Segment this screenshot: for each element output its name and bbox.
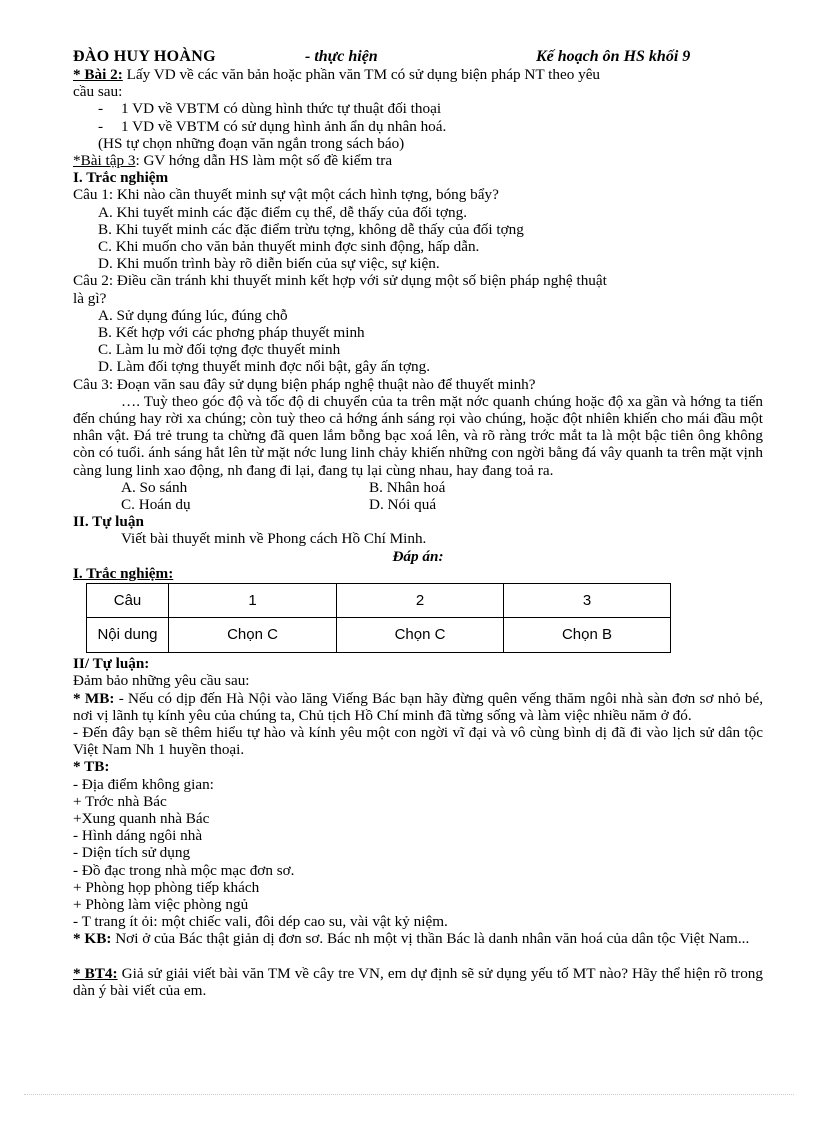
author-role: - thực hiện bbox=[305, 48, 378, 65]
q2-question-cont: là gì? bbox=[73, 289, 107, 307]
q1-option-b: B. Khi tuyết minh các đặc điểm trừu tợng, không dễ thấy của đối tợng bbox=[98, 220, 524, 238]
q1-option-a: A. Khi tuyết minh các đặc điểm cụ thể, dễ thấy của đối tợng. bbox=[98, 203, 468, 221]
bai2-item: - 1 VD về VBTM có dùng hình thức tự thuật đối thoại bbox=[98, 100, 442, 118]
tb-item: + Phòng họp phòng tiếp khách bbox=[73, 878, 260, 896]
answers-part1-title: I. Trắc nghiệm: bbox=[73, 564, 174, 582]
document-page bbox=[73, 48, 763, 999]
q2-option-d: D. Làm đối tợng thuyết minh đợc nổi bật, gây ấn tợng. bbox=[98, 358, 431, 376]
bai2-line bbox=[73, 66, 763, 83]
part1-title: I. Trắc nghiệm bbox=[73, 169, 169, 187]
page-header bbox=[73, 48, 763, 66]
bai2-label: * Bài 2: bbox=[73, 66, 123, 83]
bai2-note: (HS tự chọn những đoạn văn ngắn trong sách báo) bbox=[98, 134, 405, 152]
q3-option-b: B. Nhân hoá bbox=[369, 478, 446, 496]
q1-question: Câu 1: Khi nào cần thuyết minh sự vật một cách hình tợng, bóng bẩy? bbox=[73, 186, 499, 204]
author-name: ĐÀO HUY HOÀNG bbox=[73, 48, 216, 65]
table-cell: Nội dung bbox=[87, 618, 169, 653]
mb-label: * MB: bbox=[73, 689, 115, 707]
table-cell: Chọn C bbox=[337, 618, 504, 653]
plan-title: Kế hoạch ôn HS khối 9 bbox=[536, 48, 691, 65]
part2-task: Viết bài thuyết minh về Phong cách Hồ Chí Minh. bbox=[121, 530, 427, 548]
bai2-text: Lấy VD về các văn bản hoặc phần văn TM có sử dụng biện pháp NT theo yêu bbox=[122, 66, 601, 83]
table-cell: Chọn B bbox=[504, 618, 671, 653]
bai3-text: : GV hớng dẫn HS làm một số đề kiểm tra bbox=[135, 152, 393, 170]
q3-question: Câu 3: Đoạn văn sau đây sử dụng biện pháp nghệ thuật nào để thuyết minh? bbox=[73, 375, 536, 393]
tb-item: - Địa điểm không gian: bbox=[73, 775, 214, 793]
answers-intro: Đảm bảo những yêu cầu sau: bbox=[73, 672, 250, 690]
bt4-text: Giả sử giải viết bài văn TM về cây tre VN, em dự định sẽ sử dụng yếu tố MT nào? Hãy thể hiện rõ trong dàn ý bài viết của em. bbox=[73, 964, 763, 999]
table-row bbox=[87, 584, 671, 618]
table-cell: 1 bbox=[169, 584, 337, 618]
kb-label: * KB: bbox=[73, 930, 112, 948]
tb-item: - Đồ đạc trong nhà mộc mạc đơn sơ. bbox=[73, 861, 295, 879]
bai3-label: *Bài tập 3 bbox=[73, 152, 136, 170]
tb-item: + Phòng làm việc phòng ngủ bbox=[73, 895, 249, 913]
bai2-text2: cầu sau: bbox=[73, 83, 123, 101]
tb-item: - Hình dáng ngôi nhà bbox=[73, 827, 203, 845]
table-cell: Câu bbox=[87, 584, 169, 618]
q3-options-row2 bbox=[73, 496, 763, 513]
tb-item: +Xung quanh nhà Bác bbox=[73, 809, 210, 827]
bai3-line bbox=[73, 152, 763, 169]
page-bottom-divider bbox=[24, 1094, 794, 1095]
mb-paragraph-2: - Đến đây bạn sẽ thêm hiểu tự hào và kính yêu một con ngời vĩ đại và vô cùng bình dị đã đi vào lịch sử dân tộc Việt Nam Nh 1 huyền thoại. bbox=[73, 723, 763, 759]
part2-title: II. Tự luận bbox=[73, 513, 144, 531]
table-cell: 3 bbox=[504, 584, 671, 618]
tb-item: - T trang ít ỏi: một chiếc vali, đôi dép cao su, vài vật kỷ niệm. bbox=[73, 913, 448, 931]
table-row bbox=[87, 618, 671, 653]
q3-passage: …. Tuỳ theo góc độ và tốc độ di chuyển của ta trên mặt nớc quanh chúng hoặc độ xa gần và hớng ta tiến đến chúng hay rời xa chúng; còn tuỳ theo cả hớng ánh sáng rọi vào chúng, hoặc đột nhiên khiến cho mái đầu một nhân vật. Đá trẻ trung ta chừng đã quen lắm bỗng bạc xoá lên, và rõ ràng trớc mắt ta là một bậc tiên ông không còn có tuổi. ánh sáng hắt lên từ mặt nớc lung linh chảy khiến những con ngời bằng đá vây quanh ta trên mặt vịnh càng lung linh xao động, nh đang đi lại, đang tụ lại cùng nhau, hay đang toả ra. bbox=[73, 392, 763, 479]
q2-option-c: C. Làm lu mờ đối tợng đợc thuyết minh bbox=[98, 341, 341, 359]
q2-question: Câu 2: Điều cần tránh khi thuyết minh kết hợp với sử dụng một số biện pháp nghệ thuật bbox=[73, 272, 607, 290]
kb-paragraph bbox=[73, 930, 763, 947]
tb-label: * TB: bbox=[73, 758, 110, 776]
tb-item: - Diện tích sử dụng bbox=[73, 844, 191, 862]
table-cell: Chọn C bbox=[169, 618, 337, 653]
q3-options-row1 bbox=[73, 479, 763, 496]
q1-option-c: C. Khi muốn cho văn bản thuyết minh đợc sinh động, hấp dẫn. bbox=[98, 238, 480, 256]
table-cell: 2 bbox=[337, 584, 504, 618]
q3-option-d: D. Nói quá bbox=[369, 496, 437, 514]
answers-part2-title: II/ Tự luận: bbox=[73, 655, 150, 673]
q2-option-b: B. Kết hợp với các phơng pháp thuyết minh bbox=[98, 324, 365, 342]
bai2-item: - 1 VD về VBTM có sử dụng hình ảnh ẩn dụ nhân hoá. bbox=[98, 117, 447, 135]
answers-title: Đáp án: bbox=[392, 547, 444, 565]
answer-table bbox=[86, 583, 671, 653]
q2-option-a: A. Sử dụng đúng lúc, đúng chỗ bbox=[98, 306, 288, 324]
q3-option-c: C. Hoán dụ bbox=[121, 496, 191, 514]
mb-text: - Nếu có dịp đến Hà Nội vào lăng Viếng Bác bạn hãy đừng quên vếng thăm ngôi nhà sàn đơn sơ nhỏ bé, nơi vị lãnh tụ kính yêu của chúng ta, Chủ tịch Hồ Chí minh đã từng sống và làm việc nhiều năm ở đó. bbox=[73, 689, 763, 724]
tb-item: + Trớc nhà Bác bbox=[73, 792, 167, 810]
q3-option-a: A. So sánh bbox=[121, 478, 188, 496]
mb-paragraph bbox=[73, 690, 763, 724]
q1-option-d: D. Khi muốn trình bày rõ diễn biến của sự việc, sự kiện. bbox=[98, 255, 440, 273]
spacer bbox=[73, 948, 763, 965]
kb-text: Nơi ở của Bác thật giản dị đơn sơ. Bác nh một vị thần Bác là danh nhân văn hoá của dân tộc Việt Nam... bbox=[111, 930, 750, 948]
bt4-label: * BT4: bbox=[73, 964, 118, 982]
bt4-paragraph bbox=[73, 965, 763, 999]
